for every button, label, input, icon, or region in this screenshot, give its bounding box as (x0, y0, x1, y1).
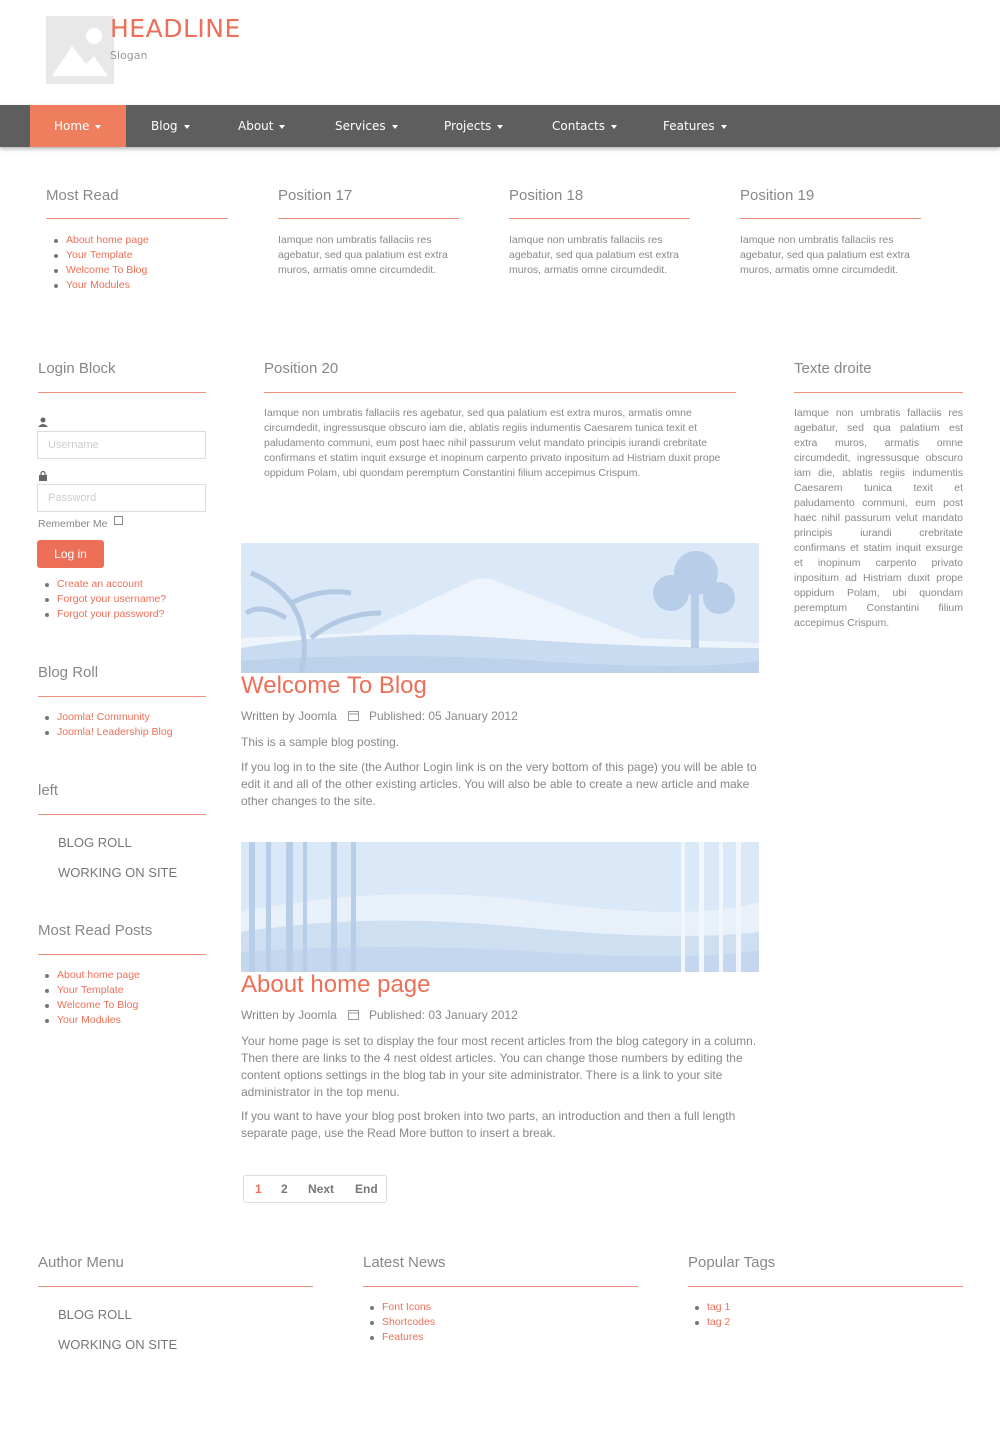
article-title-link[interactable]: Welcome To Blog (241, 672, 427, 699)
position18-title: Position 18 (509, 187, 584, 204)
nav-features-label: Features (663, 119, 715, 133)
divider (38, 696, 206, 697)
login-title: Login Block (38, 360, 116, 377)
post-link[interactable]: Your Modules (57, 1014, 121, 1026)
divider (38, 814, 206, 815)
post-link[interactable]: Welcome To Blog (57, 999, 139, 1011)
divider (278, 218, 459, 219)
divider (264, 392, 736, 393)
list-item (37, 592, 166, 607)
divider (688, 1286, 963, 1287)
nav-about[interactable] (238, 105, 285, 147)
nav-blog-label: Blog (151, 119, 178, 133)
news-link[interactable]: Shortcodes (382, 1316, 436, 1328)
pagination (243, 1175, 387, 1203)
divider (794, 392, 963, 393)
list-item (362, 1330, 435, 1345)
list-item (687, 1300, 730, 1315)
most-read-posts-list (37, 968, 140, 1028)
most-read-link[interactable]: Welcome To Blog (66, 264, 148, 276)
list-item (37, 725, 173, 740)
article-paragraph: This is a sample blog posting. (241, 735, 400, 749)
site-logo[interactable] (46, 16, 114, 84)
nav-contacts-label: Contacts (552, 119, 605, 133)
position19-title: Position 19 (740, 187, 815, 204)
list-item (37, 1013, 140, 1028)
article-published: Published: 05 January 2012 (369, 709, 518, 723)
divider (363, 1286, 638, 1287)
divider (38, 392, 206, 393)
site-slogan: Slogan (110, 49, 148, 62)
blog-roll-link[interactable]: Joomla! Leadership Blog (57, 726, 173, 738)
list-item (362, 1300, 435, 1315)
nav-services-label: Services (335, 119, 386, 133)
forgot-password-link[interactable]: Forgot your password? (57, 608, 165, 620)
news-link[interactable]: Features (382, 1331, 424, 1343)
login-links (37, 577, 166, 622)
latest-news-list (362, 1300, 435, 1345)
latest-news-title: Latest News (363, 1254, 446, 1271)
blog-roll-title: Blog Roll (38, 664, 99, 681)
divider (509, 218, 690, 219)
position17-text: Iamque non umbratis fallaciis res agebatur, sed qua palatium est extra muros, armatis omne circumdedit. (278, 234, 448, 276)
most-read-list (46, 233, 149, 293)
author-menu-list (58, 1300, 177, 1360)
article-paragraph: If you log in to the site (the Author Login link is on the very bottom of this page) you will be able to edit it and all of the other existing articles. You will also be able to create a new article and make other changes to the site. (241, 760, 757, 808)
left-menu-item-working-on-site[interactable]: WORKING ON SITE (58, 865, 178, 880)
article-paragraph: If you want to have your blog post broken into two parts, an introduction and then a full length separate page, use the Read More button to insert a break. (241, 1109, 736, 1140)
author-menu-item-working-on-site[interactable]: WORKING ON SITE (58, 1337, 178, 1352)
caret-down-icon (279, 125, 285, 129)
list-item (46, 233, 149, 248)
caret-down-icon (392, 125, 398, 129)
popular-tags-title: Popular Tags (688, 1254, 776, 1271)
remember-me-label: Remember Me (38, 518, 108, 530)
left-menu-item-blog-roll[interactable]: BLOG ROLL (58, 835, 132, 850)
divider (46, 218, 228, 219)
list-item (37, 998, 140, 1013)
site-headline[interactable]: HEADLINE (110, 14, 241, 43)
author-menu-title: Author Menu (38, 1254, 124, 1271)
article-image-bamboo[interactable] (241, 842, 759, 972)
post-link[interactable]: Your Template (57, 984, 124, 996)
forgot-username-link[interactable]: Forgot your username? (57, 593, 167, 605)
position17-title: Position 17 (278, 187, 353, 204)
login-button[interactable]: Log in (37, 540, 104, 568)
blog-roll-link[interactable]: Joomla! Community (57, 711, 150, 723)
divider (38, 954, 206, 955)
article-published: Published: 03 January 2012 (369, 1008, 518, 1022)
page-2[interactable]: 2 (281, 1182, 288, 1196)
caret-down-icon (184, 125, 190, 129)
position20-text: Iamque non umbratis fallaciis res agebatur, sed qua palatium est extra muros, armatis omne circumdedit, ingressusque obscuro iam die, ablatis regiis indumentis Caesarem tunica texit et paludamento communi, eum post haec nihil passurum velut mandato principis iurandi crebritate confirmans et statim inquit exsurge et inopinum carpento privato inpositum ad Histriam duxit prope oppidum Polam, ubi quondam peremptum Constantini filium accepimus Crispum. (264, 407, 721, 479)
divider (38, 1286, 313, 1287)
divider (740, 218, 921, 219)
create-account-link[interactable]: Create an account (57, 578, 143, 590)
article-title-link[interactable]: About home page (241, 971, 431, 998)
article-author: Written by Joomla (241, 709, 337, 723)
image-placeholder-icon (46, 16, 114, 84)
calendar-icon (348, 1009, 359, 1020)
page-next[interactable]: Next (308, 1182, 335, 1196)
position18-text: Iamque non umbratis fallaciis res agebatur, sed qua palatium est extra muros, armatis omne circumdedit. (509, 234, 679, 276)
list-item (37, 607, 166, 622)
texte-droite-title: Texte droite (794, 360, 872, 377)
blog-roll-list (37, 710, 173, 740)
nav-home-label: Home (54, 119, 90, 133)
page-1[interactable]: 1 (255, 1182, 262, 1196)
texte-droite-text: Iamque non umbratis fallaciis res agebatur, sed qua palatium est extra muros, armatis omne circumdedit, ingressusque obscuro iam die, ablatis regiis indumentis Caesarem tunica texit et paludamento communi, eum post haec nihil passurum velut mandato principis iurandi crebritate confirmans et statim inquit exsurge et inopinum carpento privato inpositum ad Histriam duxit prope oppidum Polam, ubi quondam peremptum Constantini filium accepimus Crispum. (794, 407, 963, 629)
list-item (687, 1315, 730, 1330)
list-item (37, 577, 166, 592)
nav-home[interactable] (30, 105, 126, 147)
list-item (362, 1315, 435, 1330)
nav-projects-label: Projects (444, 119, 492, 133)
nav-contacts[interactable] (552, 105, 617, 147)
nav-about-label: About (238, 119, 274, 133)
list-item (37, 968, 140, 983)
most-read-link[interactable]: About home page (66, 234, 149, 246)
tag-link[interactable]: tag 1 (707, 1301, 731, 1313)
article-author: Written by Joomla (241, 1008, 337, 1022)
nav-features[interactable] (663, 105, 727, 147)
lock-icon (39, 471, 47, 481)
caret-down-icon (611, 125, 617, 129)
list-item (37, 983, 140, 998)
position19-text: Iamque non umbratis fallaciis res agebatur, sed qua palatium est extra muros, armatis omne circumdedit. (740, 234, 910, 276)
list-item (46, 248, 149, 263)
most-read-link[interactable]: Your Modules (66, 279, 130, 291)
calendar-icon (348, 710, 359, 721)
article-image-mountain[interactable] (241, 543, 759, 673)
nav-blog[interactable] (151, 105, 190, 147)
most-read-link[interactable]: Your Template (66, 249, 133, 261)
list-item (46, 278, 149, 293)
post-link[interactable]: About home page (57, 969, 140, 981)
left-menu-list (58, 828, 177, 888)
caret-down-icon (497, 125, 503, 129)
password-input[interactable] (37, 484, 206, 512)
nav-projects[interactable] (444, 105, 503, 147)
main-nav (0, 105, 1000, 147)
position20-title: Position 20 (264, 360, 339, 377)
news-link[interactable]: Font Icons (382, 1301, 432, 1313)
caret-down-icon (95, 125, 101, 129)
most-read-title: Most Read (46, 187, 119, 204)
popular-tags-list (687, 1300, 730, 1330)
author-menu-item-blog-roll[interactable]: BLOG ROLL (58, 1307, 132, 1322)
left-menu-title: left (38, 782, 59, 799)
page-end[interactable]: End (355, 1182, 378, 1196)
article-paragraph: Your home page is set to display the four most recent articles from the blog category in a column. Then there are links to the 4 nest oldest articles. You can change those numbers by editing the content options settings in the blog tab in your site administrator. There is a link to your site administrator in the top menu. (241, 1034, 757, 1099)
list-item (46, 263, 149, 278)
remember-me-checkbox[interactable] (114, 516, 123, 525)
most-read-posts-title: Most Read Posts (38, 922, 153, 939)
username-input[interactable] (37, 431, 206, 459)
nav-services[interactable] (335, 105, 398, 147)
tag-link[interactable]: tag 2 (707, 1316, 731, 1328)
caret-down-icon (721, 125, 727, 129)
list-item (37, 710, 173, 725)
user-icon (38, 417, 48, 427)
